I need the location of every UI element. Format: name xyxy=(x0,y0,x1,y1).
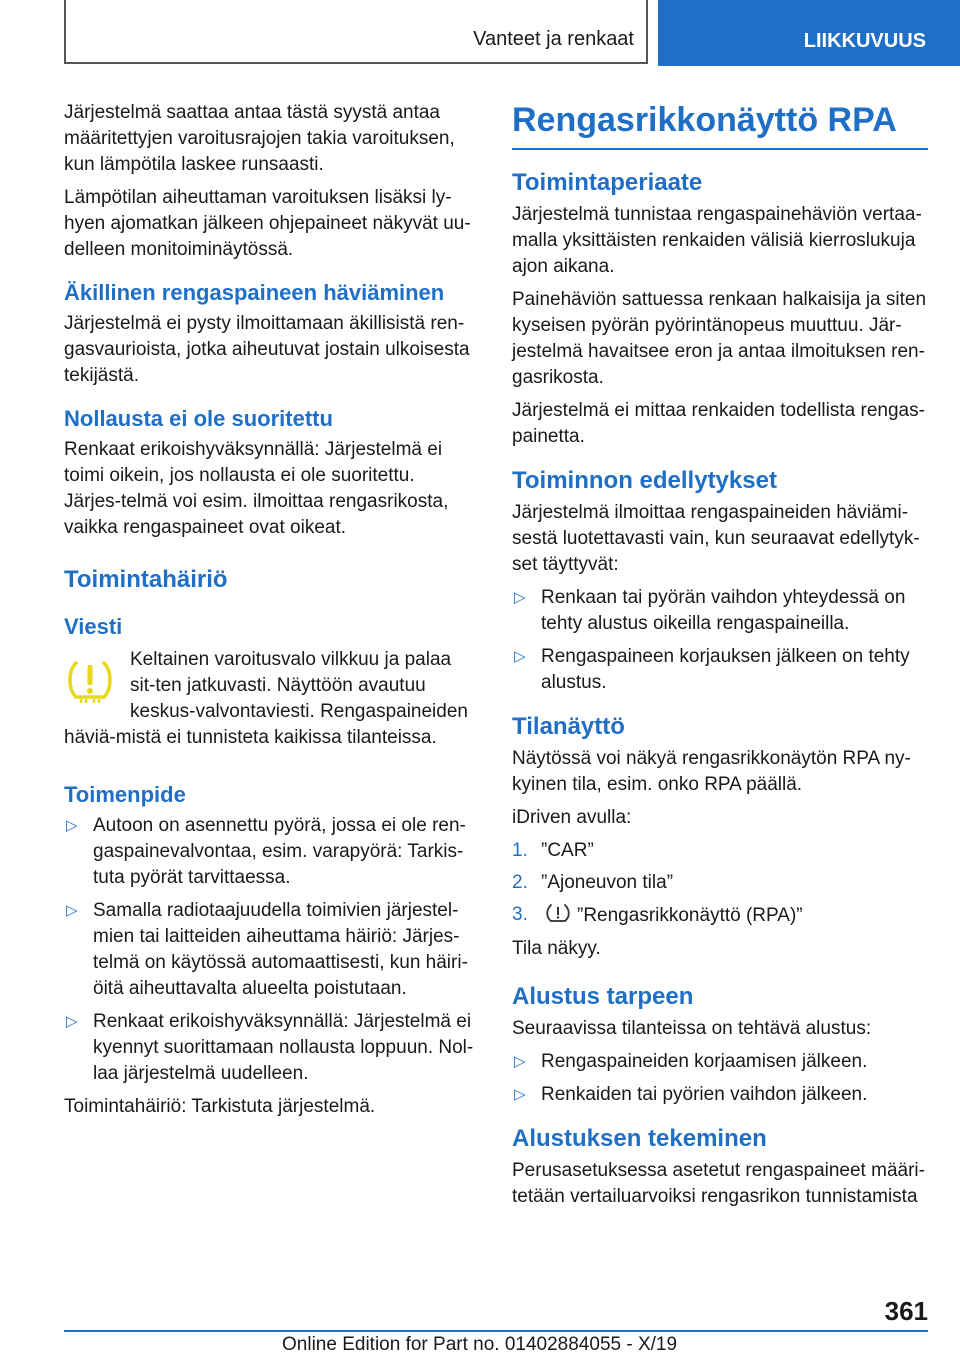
heading-message: Viesti xyxy=(64,614,123,639)
heading-status-display: Tilanäyttö xyxy=(512,713,625,740)
triangle-bullet-icon: ▷ xyxy=(514,1086,526,1103)
action-list xyxy=(64,813,476,1087)
paragraph: Järjestelmä ilmoittaa rengaspaineiden häviämi-sestä luotettavasti vain, kun seuraavat edellytyk-set täyttyvät: xyxy=(512,502,920,575)
heading-rpa: Rengasrikkonäyttö RPA xyxy=(512,100,928,150)
heading-prerequisites: Toiminnon edellytykset xyxy=(512,467,777,494)
paragraph: Renkaat erikoishyväksynnällä: Järjestelmä ei toimi oikein, jos nollausta ei ole suoritettu. Järjes-telmä voi esim. ilmoittaa rengasrikosta, vaikka rengaspaineet ovat oikeat. xyxy=(64,439,449,538)
list-item-text: Renkaat erikoishyväksynnällä: Järjestelmä ei kyennyt suorittamaan nollausta loppuun. Nol-laa järjestelmä uudelleen. xyxy=(93,1011,474,1084)
paragraph: Järjestelmä saattaa antaa tästä syystä antaa määritettyjen varoitusrajojen takia varoituksen, kun lämpötila laskee runsaasti. xyxy=(64,102,455,175)
heading-principle: Toimintaperiaate xyxy=(512,169,703,196)
steps-list xyxy=(512,838,928,929)
list-item xyxy=(512,1049,928,1075)
triangle-bullet-icon: ▷ xyxy=(514,648,526,665)
list-item-text: Renkaiden tai pyörien vaihdon jälkeen. xyxy=(541,1084,868,1105)
paragraph: Tila näkyy. xyxy=(512,938,601,959)
paragraph: Näytössä voi näkyä rengasrikkonäytön RPA ny-kyinen tila, esim. onko RPA päällä. xyxy=(512,748,911,795)
paragraph: Järjestelmä ei mittaa renkaiden todellista rengas-painetta. xyxy=(512,400,925,447)
step-number: 3. xyxy=(512,904,528,925)
tire-pressure-menu-icon xyxy=(545,902,571,924)
list-item xyxy=(512,585,928,637)
step-text: ”Rengasrikkonäyttö (RPA)” xyxy=(577,905,803,926)
heading-performing-initialization: Alustuksen tekeminen xyxy=(512,1125,767,1152)
chapter-tab[interactable]: LIIKKUVUUS xyxy=(658,0,960,66)
paragraph: Järjestelmä ei pysty ilmoittamaan äkillisistä ren-gasvaurioista, jotka aiheutuvat jostain ulkoisesta tekijästä. xyxy=(64,313,470,386)
list-item xyxy=(64,1009,476,1087)
footer-edition: Online Edition for Part no. 01402884055 - X/19 xyxy=(282,1334,678,1355)
prerequisite-list xyxy=(512,585,928,696)
left-column xyxy=(64,100,476,1127)
triangle-bullet-icon: ▷ xyxy=(66,1013,78,1030)
warning-message-block xyxy=(64,647,476,751)
heading-sudden-pressure-loss: Äkillinen rengaspaineen häviäminen xyxy=(64,280,445,305)
list-item xyxy=(512,644,928,696)
footer-divider xyxy=(64,1330,928,1332)
heading-reset-not-done: Nollausta ei ole suoritettu xyxy=(64,406,333,431)
paragraph: Keltainen varoitusvalo vilkkuu ja palaa sit-ten jatkuvasti. Näyttöön avautuu keskus-valvontaviesti. Rengaspaineiden häviä-mistä ei tunnisteta kaikissa tilanteissa. xyxy=(64,649,468,748)
paragraph: Painehäviön sattuessa renkaan halkaisija ja siten kyseisen pyörän pyörintänopeus muuttuu. Jär-jestelmä havaitsee eron ja antaa ilmoituksen ren-gasrikosta. xyxy=(512,289,927,388)
step-text: ”Ajoneuvon tila” xyxy=(541,872,674,893)
page-number: 361 xyxy=(884,1296,928,1326)
list-item xyxy=(512,870,928,896)
paragraph: Lämpötilan aiheuttaman varoituksen lisäksi ly-hyen ajomatkan jälkeen ohjepaineet näkyvät uu-delleen monitoiminäytössä. xyxy=(64,187,471,260)
triangle-bullet-icon: ▷ xyxy=(66,902,78,919)
triangle-bullet-icon: ▷ xyxy=(66,817,78,834)
list-item-text: Renkaan tai pyörän vaihdon yhteydessä on tehty alustus oikeilla rengaspaineilla. xyxy=(541,587,906,634)
heading-malfunction: Toimintahäiriö xyxy=(64,566,228,593)
paragraph: Perusasetuksessa asetetut rengaspaineet määri-tetään vertailuarvoiksi rengasrikon tunnistamista xyxy=(512,1160,925,1207)
paragraph: Seuraavissa tilanteissa on tehtävä alustus: xyxy=(512,1018,872,1039)
list-item-text: Autoon on asennettu pyörä, jossa ei ole ren-gaspainevalvontaa, esim. varapyörä: Tarkis-tuta pyörät tarvittaessa. xyxy=(93,815,466,888)
list-item xyxy=(64,898,476,1002)
paragraph: Järjestelmä tunnistaa rengaspainehäviön vertaa-malla yksittäisten renkaiden välisiä kierroslukuja ajon aikana. xyxy=(512,204,922,277)
list-item xyxy=(512,838,928,864)
heading-initialization-needed: Alustus tarpeen xyxy=(512,983,694,1010)
step-number: 2. xyxy=(512,872,528,893)
heading-action: Toimenpide xyxy=(64,782,186,807)
paragraph: iDriven avulla: xyxy=(512,807,632,828)
step-number: 1. xyxy=(512,840,528,861)
list-item xyxy=(512,1082,928,1108)
list-item-text: Rengaspaineen korjauksen jälkeen on tehty alustus. xyxy=(541,646,910,693)
list-item xyxy=(64,813,476,891)
list-item xyxy=(512,902,928,929)
list-item-text: Rengaspaineiden korjaamisen jälkeen. xyxy=(541,1051,868,1072)
tire-pressure-warning-icon xyxy=(64,655,116,705)
step-text: ”CAR” xyxy=(541,840,594,861)
triangle-bullet-icon: ▷ xyxy=(514,589,526,606)
list-item-text: Samalla radiotaajuudella toimivien järjestel-mien tai laitteiden aiheuttama häiriö: Järjes-telmä on käytössä automaattisesti, kun häiri-öitä aiheuttavalta alueelta poistutaan. xyxy=(93,900,468,999)
initialization-cases-list xyxy=(512,1049,928,1108)
triangle-bullet-icon: ▷ xyxy=(514,1053,526,1070)
right-column xyxy=(512,100,928,1217)
section-title: Vanteet ja renkaat xyxy=(473,28,634,50)
paragraph: Toimintahäiriö: Tarkistuta järjestelmä. xyxy=(64,1096,376,1117)
page-header xyxy=(0,0,960,66)
